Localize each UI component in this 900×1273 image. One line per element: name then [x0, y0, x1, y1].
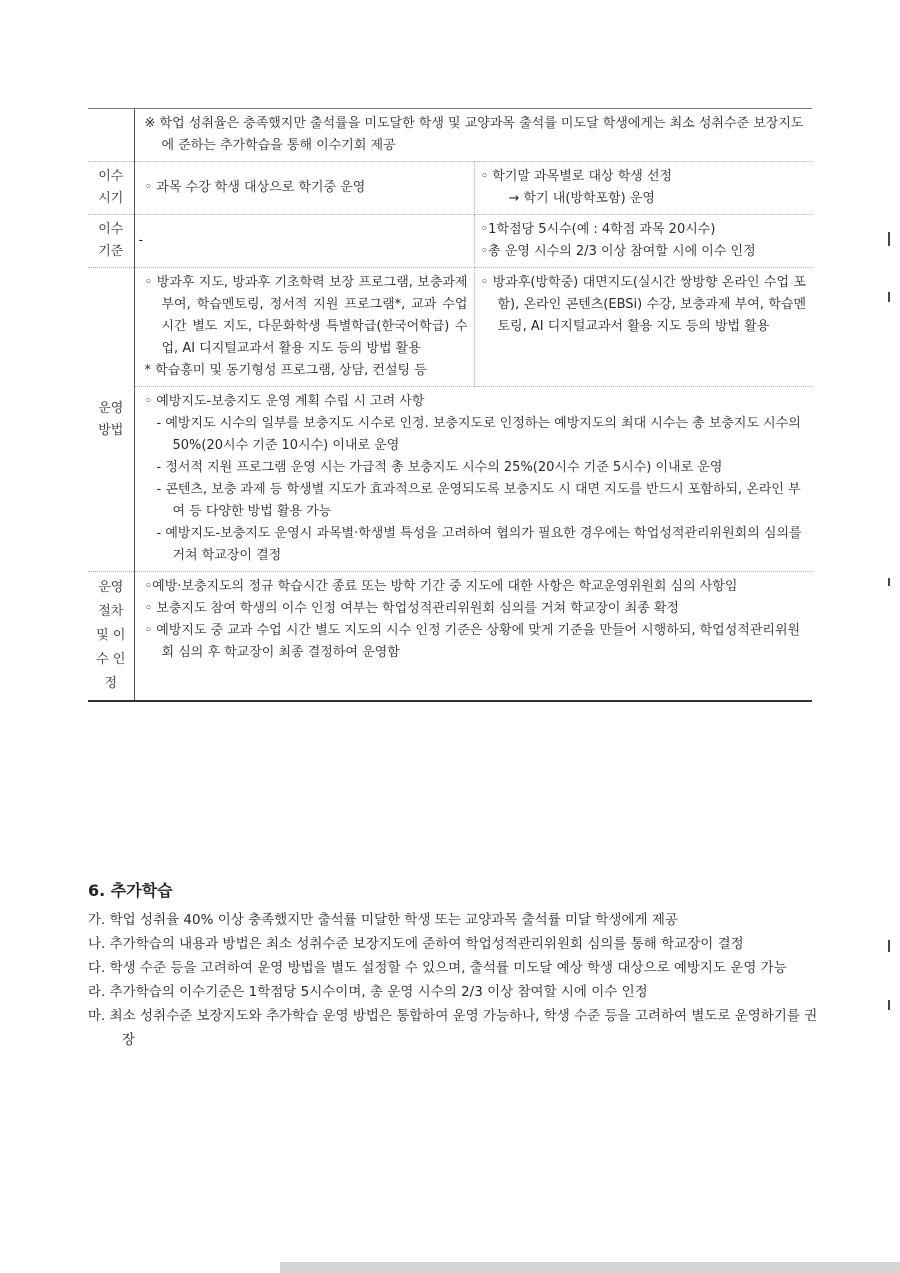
- method-consideration-item: - 예방지도 시수의 일부를 보충지도 시수로 인정. 보충지도로 인정하는 예방지도의 최대 시수는 총 보충지도 시수의 50%(20시수 기준 10시수) 이내로 운영: [156, 416, 801, 453]
- method-left: [134, 268, 474, 387]
- method-right: [474, 268, 812, 387]
- list-item: 마. 최소 성취수준 보장지도와 추가학습 운영 방법은 통합하여 운영 가능하나, 학생 수준 등을 고려하여 별도로 운영하기를 권장: [88, 1008, 818, 1048]
- period-row: [88, 162, 812, 215]
- procedure-item: ◦ 보충지도 참여 학생의 이수 인정 여부는 학업성적관리위원회 심의를 거쳐 학교장이 최종 확정: [144, 601, 679, 616]
- margin-mark: [888, 940, 890, 952]
- margin-mark: [888, 1000, 890, 1010]
- criteria-left: -: [134, 215, 474, 268]
- method-left-text: ◦ 방과후 지도, 방과후 기초학력 보장 프로그램, 보충과제 부여, 학습멘토링, 정서적 지원 프로그램*, 교과 수업시간 별도 지도, 다문화학생 특별학급(한국어학급) 수업, AI 디지털교과서 활용 지도 등의 방법 활용: [144, 275, 468, 356]
- method-consideration-item: - 콘텐츠, 보충 과제 등 학생별 지도가 효과적으로 운영되도록 보충지도 시 대면 지도를 반드시 포함하되, 온라인 부여 등 다양한 방법 활용 가능: [156, 482, 801, 519]
- procedure-cell: [134, 572, 812, 702]
- list-item: 다. 학생 수준 등을 고려하여 운영 방법을 별도 설정할 수 있으며, 출석률 미도달 예상 학생 대상으로 예방지도 운영 가능: [88, 960, 787, 976]
- procedure-item: ◦ 예방지도 중 교과 수업 시간 별도 지도의 시수 인정 기준은 상황에 맞게 기준을 만들어 시행하되, 학업성적관리위원회 심의 후 학교장이 최종 결정하여 운영함: [144, 623, 801, 660]
- section-title: 6. 추가학습: [88, 881, 173, 900]
- procedure-row: [88, 572, 812, 702]
- section-list: [88, 908, 818, 1052]
- method-considerations: [134, 387, 812, 572]
- list-item: 나. 추가학습의 내용과 방법은 최소 성취수준 보장지도에 준하여 학업성적관리위원회 심의를 통해 학교장이 결정: [88, 936, 744, 952]
- period-label: 이수 시기: [88, 162, 134, 215]
- criteria-right: [474, 215, 812, 268]
- note-text: ※ 학업 성취율은 충족했지만 출석률을 미도달한 학생 및 교양과목 출석률 미도달 학생에게는 최소 성취수준 보장지도에 준하는 추가학습을 통해 이수기회 제공: [144, 116, 804, 153]
- method-row-bottom: [88, 387, 812, 572]
- period-right-line1: ◦ 학기말 과목별로 대상 학생 선정: [480, 169, 673, 184]
- margin-mark: [888, 578, 890, 586]
- note-label-cell: [88, 109, 134, 162]
- period-right-line2: → 학기 내(방학포함) 운영: [508, 191, 655, 206]
- note-row: [88, 109, 812, 162]
- margin-mark: [888, 232, 890, 246]
- guidance-table: [88, 108, 812, 702]
- method-label: 운영 방법: [88, 268, 134, 572]
- next-page-edge: [280, 1262, 900, 1273]
- procedure-label: 운영 절차 및 이수 인정: [88, 572, 134, 702]
- method-consideration-item: - 예방지도-보충지도 운영시 과목별·학생별 특성을 고려하여 협의가 필요한 경우에는 학업성적관리위원회의 심의를 거쳐 학교장이 결정: [156, 526, 802, 563]
- note-cell: [134, 109, 812, 162]
- criteria-right-line2: ◦총 운영 시수의 2/3 이상 참여할 시에 이수 인정: [480, 244, 756, 259]
- method-consideration-item: - 정서적 지원 프로그램 운영 시는 가급적 총 보충지도 시수의 25%(20시수 기준 5시수) 이내로 운영: [156, 460, 723, 475]
- margin-mark: [888, 292, 890, 302]
- period-right: [474, 162, 812, 215]
- method-right-text: ◦ 방과후(방학중) 대면지도(실시간 쌍방향 온라인 수업 포함), 온라인 콘텐츠(EBSi) 수강, 보충과제 부여, 학습멘토링, AI 디지털교과서 활용 지도 등의 방법 활용: [480, 275, 806, 334]
- procedure-item: ◦예방·보충지도의 정규 학습시간 종료 또는 방학 기간 중 지도에 대한 사항은 학교운영위원회 심의 사항임: [144, 579, 738, 594]
- list-item: 라. 추가학습의 이수기준은 1학점당 5시수이며, 총 운영 시수의 2/3 이상 참여할 시에 이수 인정: [88, 984, 648, 1000]
- criteria-right-line1: ◦1학점당 5시수(예 : 4학점 과목 20시수): [480, 222, 716, 237]
- criteria-label: 이수 기준: [88, 215, 134, 268]
- method-considerations-heading: ◦ 예방지도-보충지도 운영 계획 수립 시 고려 사항: [144, 394, 425, 409]
- list-item: 가. 학업 성취율 40% 이상 충족했지만 출석률 미달한 학생 또는 교양과목 출석률 미달 학생에게 제공: [88, 912, 678, 928]
- period-left: ◦ 과목 수강 학생 대상으로 학기중 운영: [134, 162, 474, 215]
- method-left-note: * 학습흥미 및 동기형성 프로그램, 상담, 컨설팅 등: [144, 363, 427, 378]
- criteria-row: [88, 215, 812, 268]
- method-row-top: [88, 268, 812, 387]
